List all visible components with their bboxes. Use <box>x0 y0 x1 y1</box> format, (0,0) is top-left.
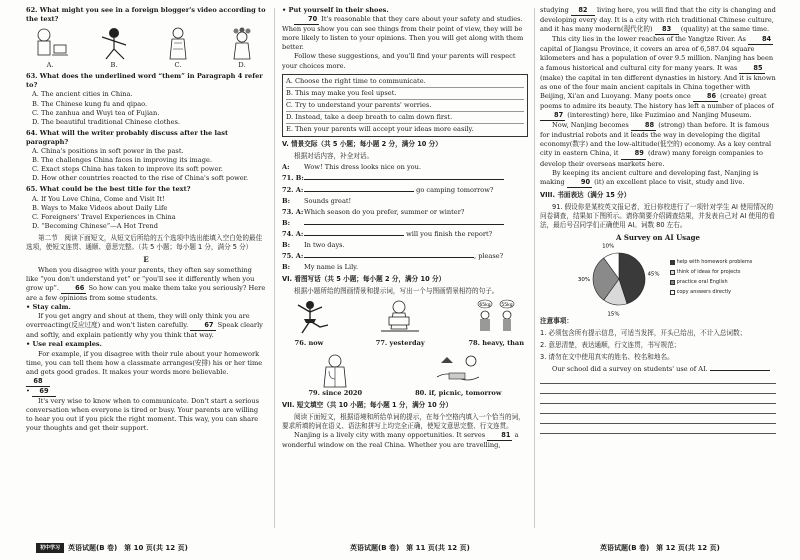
essay-line[interactable] <box>540 385 776 394</box>
speaker: 73. A: <box>282 207 304 216</box>
dialogue-text: My name is Lily. <box>304 263 359 272</box>
legend-item <box>670 279 753 286</box>
survey-chart <box>540 243 776 318</box>
write-line[interactable] <box>304 230 404 236</box>
section-7-title: VII. 短文填空（共 10 小题；每小题 1 分，满分 10 分） <box>282 400 453 409</box>
q64-option-d[interactable]: D. How other countries reacted to the rise of China's soft power. <box>32 174 249 183</box>
write-line[interactable] <box>304 186 414 192</box>
blank-84[interactable]: 84 <box>748 35 773 45</box>
passage-paragraph-9 <box>540 35 776 121</box>
dialogue-line <box>282 163 528 172</box>
option-label: A. <box>46 61 54 70</box>
speaker: B: <box>282 196 291 205</box>
blank-90[interactable]: 90 <box>567 178 592 188</box>
essay-line[interactable] <box>540 395 776 404</box>
q64-option-c[interactable]: C. Exact steps China has taken to improve its soft power. <box>32 165 223 174</box>
option-label: B. <box>110 61 118 70</box>
speaker: 75. A: <box>282 252 304 261</box>
section-7-instructions: 阅读下面短文，根据语境和所给单词的提示，在每个空格内填入一个恰当的词，要求所填的词在语义、语法和拼写上均完全正确，使短文意思完整、行文连贯。 <box>282 412 525 430</box>
writing-prompt: 91. 假设你是某校英文报记者，近日你校进行了一项针对学生 AI 使用情况的问卷调查，结果如下图所示。请你简要介绍调查结果，并发表自己对 AI 使用的看法，最后号召同学们正确使用 AI。词数 80 左右。 <box>540 202 775 230</box>
option-e: E. Then your parents will accept your ideas more easily. <box>286 125 474 134</box>
passage-paragraph-4: It's very wise to know when to communicate. Don't start a serious conversation when everyone is tired or busy. Your parents are willing to hear you out if you pick the right moment. This way, you can share your thoughts and get their support. <box>26 397 260 433</box>
legend-item <box>670 269 753 276</box>
heading-use-real-examples: • Use real examples. <box>26 340 102 349</box>
text: studying <box>540 6 569 14</box>
text: (strong) than before. It is famous for industrial robots and it leads the way in developing the digital economy(数字) and the low-altitude(低空的) economy. As a key central city in eastern China, it <box>540 121 772 158</box>
write-line[interactable] <box>304 174 504 180</box>
prompt-78: 78. heavy, than <box>468 339 524 348</box>
option-label: C. <box>174 61 182 70</box>
text: (quality) at the same time. <box>680 25 770 34</box>
legend-swatch <box>670 290 675 295</box>
section-5-title: V. 情景交际（共 5 小题；每小题 2 分，满分 10 分） <box>282 140 442 149</box>
dialogue-text: Which season do you prefer, summer or winter? <box>304 207 465 216</box>
answer-line-71[interactable] <box>304 174 528 183</box>
flowers-person-icon <box>222 27 262 61</box>
chart-title: A Survey on AI Usage <box>616 233 700 243</box>
dancer-icon <box>286 299 332 339</box>
footer-page-12: 英语试题(B 卷) 第 12 页(共 12 页) <box>600 544 720 553</box>
picture-79 <box>308 353 362 398</box>
note-2: 2. 意思清楚，表达通顺，行文连贯，书写规范； <box>540 341 681 349</box>
essay-line[interactable] <box>540 415 776 424</box>
qipao-person-icon <box>158 27 198 61</box>
pie-data-label: 15% <box>607 311 620 318</box>
answer-line-74[interactable] <box>304 230 528 239</box>
blank-69[interactable]: 69 <box>32 387 56 397</box>
options-box <box>282 74 528 137</box>
option-b: B. This may make you feel upset. <box>286 88 524 100</box>
q62-option-d[interactable] <box>222 27 262 70</box>
blank-68-line <box>26 377 266 387</box>
legend-item <box>670 289 753 296</box>
text: When you disagree with your parents, they often say something like “you don't understand yet” or “you'll see it differently when you grow up”. <box>26 265 255 292</box>
dialogue-line <box>282 241 528 250</box>
speaker: B: <box>282 240 291 249</box>
picture-77 <box>375 299 425 348</box>
speaker: B: <box>282 263 291 272</box>
kungfu-person-icon <box>94 27 134 61</box>
q62-option-c[interactable] <box>158 27 198 70</box>
text: living here, you will find that the city is changing and developing every day. It is a city with rich traditional Chinese culture, and it has many modern(现代化的) <box>540 6 776 34</box>
blank-86[interactable]: 86 <box>693 92 718 102</box>
text: Speak clearly and softly, and explain patiently why you think that way. <box>26 321 263 340</box>
text: (create) great poems to admire its beauty. The history has left a number of places of <box>540 91 774 110</box>
column-divider <box>274 8 275 528</box>
heading-stay-calm: • Stay calm. <box>26 303 71 312</box>
q62-options <box>26 27 266 70</box>
legend-label: think of ideas for projects <box>676 268 741 275</box>
blank-89[interactable]: 89 <box>621 149 646 159</box>
dialogue-line <box>282 263 528 272</box>
text: If you get angry and shout at them, they will only think you are overreacting(反应过度) and won't listen carefully. <box>26 312 250 330</box>
note-1: 1. 必须包含所有提示信息，可适当发挥，开头已给出，不计入总词数； <box>540 328 747 337</box>
answer-line-72[interactable] <box>304 186 528 195</box>
blank-81[interactable]: 81 <box>487 431 512 441</box>
dialogue-line <box>282 197 528 206</box>
option-a: A. Choose the right time to communicate. <box>286 76 524 88</box>
blank-88[interactable]: 88 <box>631 121 656 131</box>
section-8-title: VIII. 书面表达（满分 15 分） <box>540 190 631 199</box>
text: So how can you make them take you seriously? Here are a few opinions from some students. <box>26 283 266 302</box>
footer-text: 英语试题(B 卷) 第 10 页(共 12 页) <box>68 544 188 553</box>
essay-opening[interactable] <box>540 365 776 374</box>
two-kids-weight-icon <box>471 299 521 339</box>
q65-option-c[interactable]: C. Foreigners' Travel Experiences in China <box>32 212 176 221</box>
blank-70[interactable]: 70 <box>294 15 319 25</box>
q62-option-b[interactable] <box>94 27 134 70</box>
text: (make) the capital in ten different dynasties in history. And it is known as one of the four main ancient capitals in China together with Beijing, Xi'an and Luoyang. Many poets once <box>540 73 776 100</box>
q63-option-a[interactable]: A. The ancient cities in China. <box>32 90 133 99</box>
text: capital of Jiangsu Province, it covers an area of 6,587.04 square kilometers and has a population of over 9.5 million. Nanjing has been a famous historical and cultural city for many years. It was <box>540 45 774 72</box>
option-label: D. <box>238 61 246 70</box>
picture-76 <box>286 299 332 348</box>
column-divider <box>534 8 535 528</box>
pie-data-label: 45% <box>647 271 660 278</box>
dialogue-text: will you finish the report? <box>406 229 493 238</box>
q65-option-d[interactable]: D. “Becoming Chinese”—A Hot Trend <box>32 221 158 230</box>
blank-66[interactable]: 66 <box>61 284 86 294</box>
footer-page-10 <box>36 543 188 554</box>
dialogue-text: In two days. <box>304 240 345 249</box>
column-page-11 <box>282 6 528 526</box>
footer-page-11: 英语试题(B 卷) 第 11 页(共 12 页) <box>350 544 470 553</box>
passage-paragraph-2 <box>26 312 266 340</box>
legend-swatch <box>670 280 675 285</box>
essay-start-text: Our school did a survey on students' use of AI. <box>552 365 708 374</box>
column-page-10 <box>26 6 266 526</box>
q65-option-b[interactable]: B. Ways to Make Videos about Daily Life <box>32 203 168 212</box>
q62-option-a[interactable] <box>30 27 70 70</box>
legend-label: practice oral English <box>676 278 728 285</box>
dialogue-line-71 <box>282 174 528 183</box>
weight-label-2: 55kg <box>501 303 513 309</box>
section-6-instructions: 根据小题所给的图画情景和提示词，写出一个与图画情景相符的句子。 <box>294 287 499 296</box>
section-2-instructions: 第二节 阅读下面短文，从短文后所给的五个选项中选出能填入空白处的最佳选项，使短文连贯、通顺、意思完整。（共 5 小题；每小题 1 分，满分 5 分） <box>26 233 263 251</box>
chart-legend <box>670 259 753 299</box>
dialogue-line-74 <box>282 230 528 239</box>
text: a wonderful window on the real China. Whether you are travelling, <box>282 430 519 449</box>
passage-letter: E <box>143 255 149 265</box>
publisher-logo: 初中学习 <box>36 543 64 553</box>
picture-prompts-row-2 <box>282 353 528 398</box>
question-64: 64. What will the writer probably discuss after the last paragraph? <box>26 128 229 146</box>
passage-paragraph-3: For example, if you disagree with their rule about your homework time, you can tell them how a classmate arranges(安排) his or her time and gets good grades. It makes your words more believable. <box>26 349 263 376</box>
option-d: D. Instead, take a deep breath to calm down first. <box>286 112 524 124</box>
dialogue-line-73 <box>282 208 528 217</box>
passage-paragraph-6: Follow these suggestions, and you'll find your parents will respect your choices more. <box>282 52 516 70</box>
q63-option-d[interactable]: D. The beautiful traditional Chinese clothes. <box>32 117 180 126</box>
essay-line[interactable] <box>540 405 776 414</box>
doctor-icon <box>312 353 358 389</box>
prompt-77: 77. yesterday <box>375 339 425 348</box>
q65-option-a[interactable]: A. If You Love China, Come and Visit It! <box>32 194 165 203</box>
write-line[interactable] <box>304 252 474 258</box>
write-line[interactable] <box>710 365 770 371</box>
text: Nanjing is a lively city with many opportunities. It serves <box>294 430 486 439</box>
blank-69-line: • 69 <box>26 387 266 397</box>
reading-person-icon <box>375 299 425 339</box>
question-62: 62. What might you see in a foreign blogger's video according to the text? <box>26 6 266 24</box>
passage-paragraph-11 <box>540 169 776 188</box>
weight-label-1: 65kg <box>479 303 491 309</box>
heading-shoes: • Put yourself in their shoes. <box>282 6 389 14</box>
dialogue-line-75 <box>282 252 528 261</box>
write-line[interactable] <box>304 219 504 225</box>
passage-paragraph-10 <box>540 121 776 168</box>
column-page-12 <box>540 6 776 526</box>
pie-data-label: 30% <box>577 276 590 283</box>
blank-68[interactable]: 68 <box>26 377 50 387</box>
tea-person-icon <box>30 27 70 61</box>
text: It's reasonable that they care about your safety and studies. When you show you can see things from their point of view, they will be more likely to listen to your opinions. Then you will get along with them better. <box>282 15 524 52</box>
passage-paragraph-5 <box>282 15 528 52</box>
picture-80 <box>415 353 501 398</box>
text: This city lies in the lower reaches of the Yangtze River. As <box>552 35 746 44</box>
speaker: B: <box>282 218 291 227</box>
q63-option-b[interactable]: B. The Chinese kung fu and qipao. <box>32 99 148 108</box>
picture-78 <box>468 299 524 348</box>
picture-prompts-row-1 <box>282 299 528 348</box>
speaker: 71. B: <box>282 174 304 183</box>
dialogue-text: go camping tomorrow? <box>416 185 494 194</box>
dialogue-text: Wow! This dress looks nice on you. <box>304 163 421 172</box>
prompt-79: 79. since 2020 <box>308 388 363 397</box>
speaker: 72. A: <box>282 185 304 194</box>
pie-data-label: 10% <box>601 243 614 250</box>
q63-option-c[interactable]: C. The zanhua and Wuyi tea of Fujian. <box>32 108 160 117</box>
essay-line[interactable] <box>540 425 776 434</box>
legend-swatch <box>670 270 675 275</box>
question-65: 65. What could be the best title for the text? <box>26 185 191 194</box>
text: (interesting) here, like Fuzimiao and Nanjing Museum. <box>567 111 752 120</box>
section-6-title: VI. 看图写话（共 5 小题；每小题 2 分，满分 10 分） <box>282 275 446 284</box>
blank-87[interactable]: 87 <box>540 111 565 121</box>
legend-item <box>670 259 753 266</box>
passage-paragraph-1 <box>26 266 266 303</box>
passage-paragraph-7 <box>282 431 528 450</box>
prompt-76: 76. now <box>294 339 324 348</box>
q64-option-b[interactable]: B. The challenges China faces in improving its image. <box>32 156 212 165</box>
pie-chart <box>564 243 664 318</box>
speaker: A: <box>282 163 290 172</box>
dialogue-text: Sounds great! <box>304 196 352 205</box>
answer-line-75[interactable] <box>304 252 528 261</box>
text: By keeping its ancient culture and developing fast, Nanjing is making <box>540 168 759 186</box>
text: Now, Nanjing becomes <box>552 121 629 130</box>
section-5-instructions: 根据对话内容，补全对话。 <box>294 152 374 161</box>
blank-83[interactable]: 83 <box>655 25 679 35</box>
note-3: 3. 请勿在文中使用真实的姓名、校名和地名。 <box>540 353 674 362</box>
blank-67[interactable]: 67 <box>190 321 215 331</box>
passage-paragraph-8 <box>540 6 776 35</box>
legend-label: help with homework problems <box>676 259 753 266</box>
prompt-80: 80. if, picnic, tomorrow <box>415 388 502 397</box>
legend-label: copy answers directly <box>676 288 732 295</box>
blank-85[interactable]: 85 <box>739 64 764 74</box>
picnic-icon <box>433 353 483 389</box>
speaker: 74. A: <box>282 229 304 238</box>
question-63: 63. What does the underlined word “them” in Paragraph 4 refer to? <box>26 72 263 90</box>
answer-line-73[interactable] <box>304 219 528 228</box>
option-c: C. Try to understand your parents' worries. <box>286 100 524 112</box>
notes-heading: 注意事项： <box>540 316 573 325</box>
q64-option-a[interactable]: A. China's positions in soft power in the past. <box>32 147 184 156</box>
dialogue-text: , please? <box>474 252 504 261</box>
dialogue-line-72 <box>282 186 528 195</box>
text: (it) an excellent place to visit, study and live. <box>594 177 745 186</box>
text: (draw) many foreign companies to develop their overseas markets here. <box>540 149 763 168</box>
blank-82[interactable]: 82 <box>571 6 595 16</box>
essay-line[interactable] <box>540 375 776 384</box>
legend-swatch <box>670 260 675 265</box>
dialogue-line <box>282 219 528 228</box>
